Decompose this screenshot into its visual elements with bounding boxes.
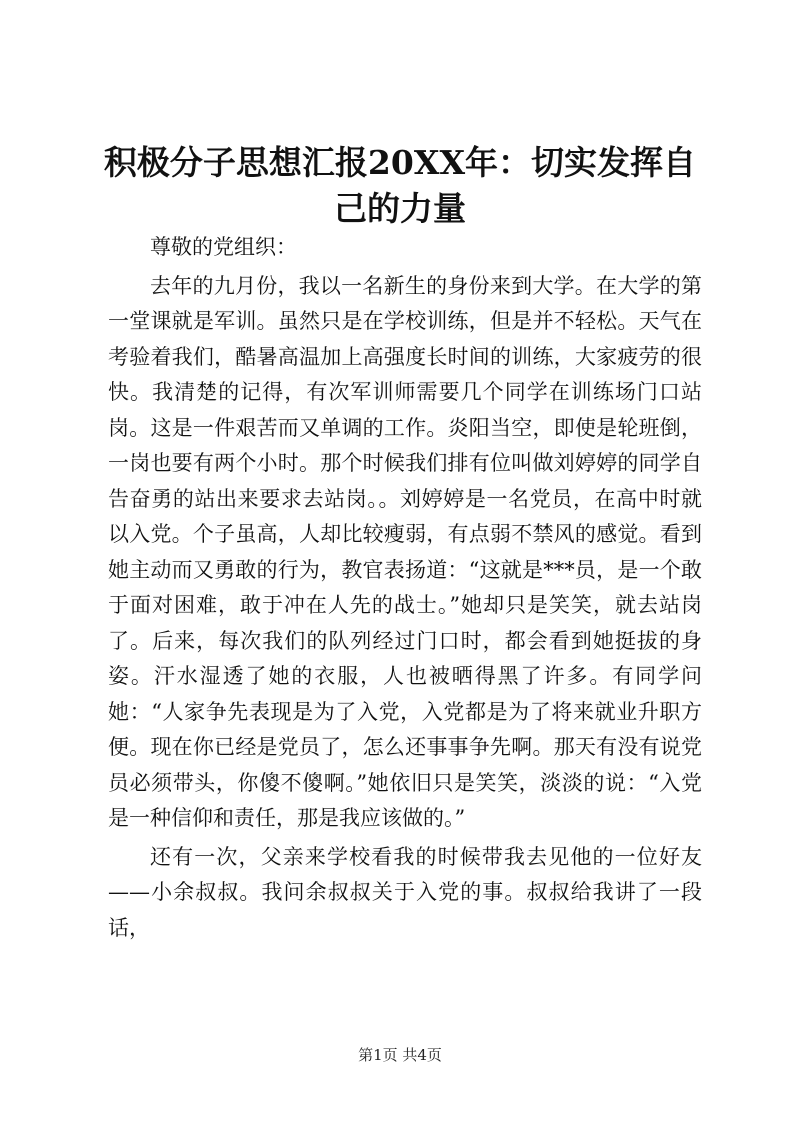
- page-footer: 第1页 共4页: [358, 1046, 442, 1064]
- paragraph-1: 去年的九月份，我以一名新生的身份来到大学。在大学的第一堂课就是军训。虽然只是在学校训练，但是并不轻松。天气在考验着我们，酷暑高温加上高强度长时间的训练，大家疲劳的很快。我清楚的记得，有次军训师需要几个同学在训练场门口站岗。这是一件艰苦而又单调的工作。炎阳当空，即使是轮班倒，一岗也要有两个小时。那个时候我们排有位叫做刘婷婷的同学自告奋勇的站出来要求去站岗。。刘婷婷是一名党员，在高中时就以入党。个子虽高，人却比较瘦弱，有点弱不禁风的感觉。看到她主动而又勇敢的行为，教官表扬道：“这就是***员，是一个敢于面对困难，敢于冲在人先的战士。”她却只是笑笑，就去站岗了。后来，每次我们的队列经过门口时，都会看到她挺拔的身姿。汗水湿透了她的衣服，人也被晒得黑了许多。有同学问她：“人家争先表现是为了入党，入党都是为了将来就业升职方便。现在你已经是党员了，怎么还事事争先啊。那天有没有说党员必须带头，你傻不傻啊。”她依旧只是笑笑，淡淡的说：“入党是一种信仰和责任，那是我应该做的。”: [108, 273, 702, 830]
- salutation: 尊敬的党组织：: [150, 235, 297, 259]
- document-body: [108, 230, 702, 949]
- document-title: 积极分子思想汇报20XX年：切实发挥自己的力量: [103, 143, 697, 228]
- paragraph-2: 还有一次，父亲来学校看我的时候带我去见他的一位好友——小余叔叔。我问余叔叔关于入党的事。叔叔给我讲了一段话，: [108, 844, 702, 940]
